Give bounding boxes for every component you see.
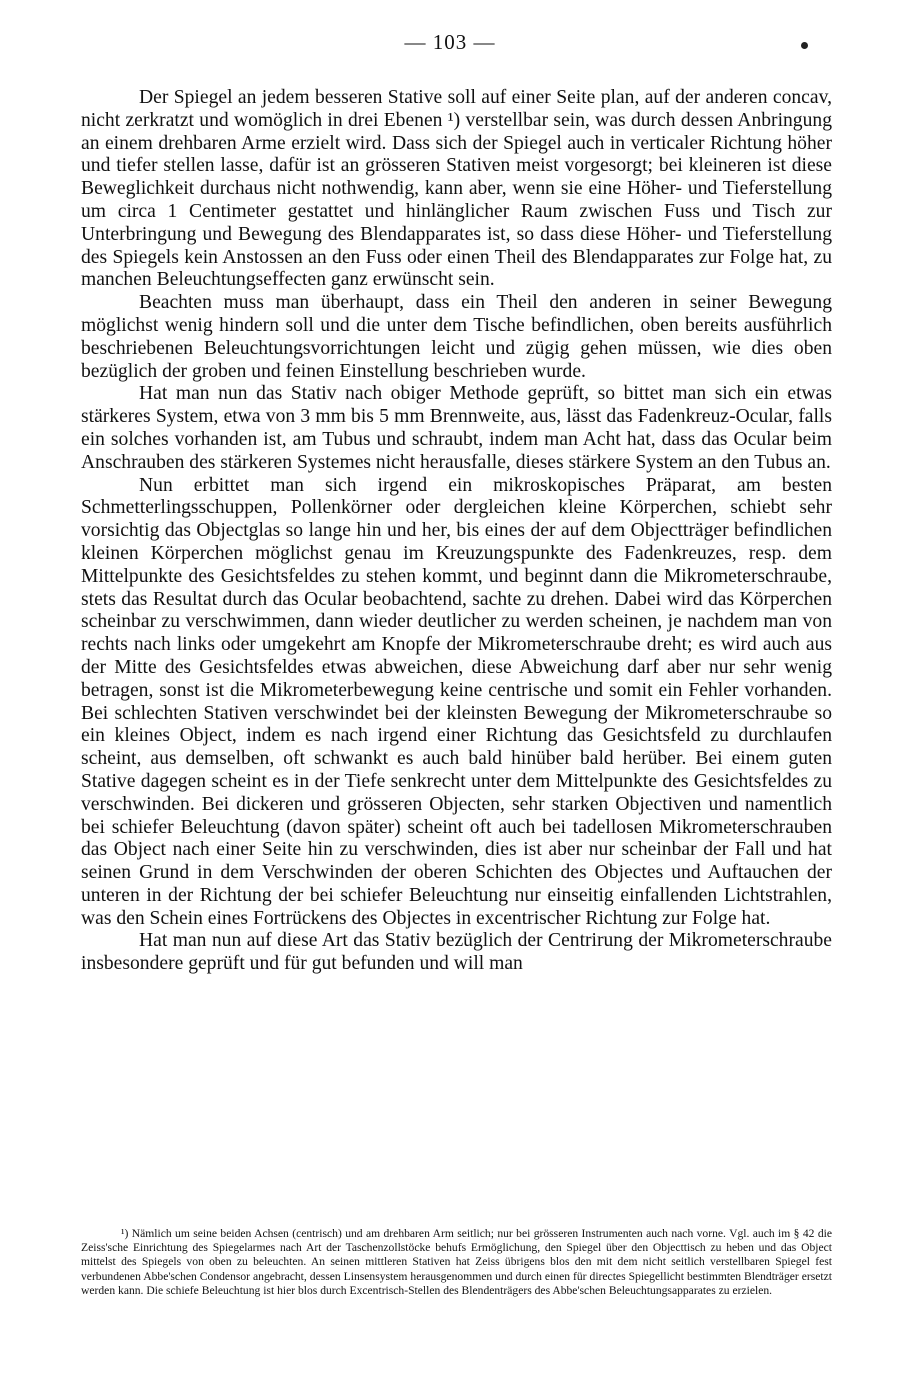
footnote: ¹) Nämlich um seine beiden Achsen (centrisch) und am drehbaren Arm seitlich; nur bei grösseren Instrumenten auch nach vorne. Vgl. auch im § 42 die Zeiss'sche Einrichtung des Spiegelarmes nach Art der Taschenzollstöcke behufs Ermöglichung, den Spiegel über den Objecttisch zu heben und das Object mittelst des Spiegels von oben zu beleuchten. An seinen mittleren Stativen hat Zeiss übrigens blos den mit dem nicht seitlich verstellbaren Spiegel fest verbundenen Abbe'schen Condensor angebracht, dessen Linsensystem herausgenommen und durch einen für directes Spiegellicht bestimmten Blendträger ersetzt werden kann. Die schiefe Beleuchtung ist hier blos durch Excentrisch-Stellen des Blendenträgers des Abbe'schen Beleuchtungsapparates zu erzielen. [81,1227,832,1297]
ink-speck [801,42,808,49]
paragraph: Hat man nun das Stativ nach obiger Methode geprüft, so bittet man sich ein etwas stärkeres System, etwa von 3 mm bis 5 mm Brennweite, aus, lässt das Fadenkreuz-Ocular, falls ein solches vorhanden ist, am Tubus und schraubt, indem man Acht hat, dass das Ocular beim Anschrauben des stärkeren Systemes nicht herausfalle, dieses stärkere System an den Tubus an. [81,383,832,473]
page-number: — 103 — [404,30,496,54]
main-text [81,87,832,976]
paragraph: Der Spiegel an jedem besseren Stative soll auf einer Seite plan, auf der anderen concav, nicht zerkratzt und womöglich in drei Ebenen ¹) verstellbar sein, was durch dessen Anbringung an einem drehbaren Arme erzielt wird. Dass sich der Spiegel auch in verticaler Richtung höher und tiefer stellen lasse, dafür ist an grösseren Stativen meist vorgesorgt; bei kleineren ist diese Beweglichkeit durchaus nicht nothwendig, kann aber, wenn sie eine Höher- und Tieferstellung um circa 1 Centimeter gestattet und hinlänglicher Raum zwischen Fuss und Tisch zur Unterbringung und Bewegung des Blendapparates ist, so dass diese Höher- und Tieferstellung des Spiegels kein Anstossen an den Fuss oder einen Theil des Blendapparates zur Folge hat, zu manchen Beleuchtungseffecten ganz erwünscht sein. [81,87,832,291]
footnotes [81,1227,832,1298]
paragraph: Hat man nun auf diese Art das Stativ bezüglich der Centrirung der Mikrometerschraube insbesondere geprüft und für gut befunden und will man [81,930,832,975]
paragraph: Beachten muss man überhaupt, dass ein Theil den anderen in seiner Bewegung möglichst wenig hindern soll und die unter dem Tische befindlichen, oben bereits ausführlich beschriebenen Beleuchtungsvorrichtungen leicht und zügig gehen müssen, wie dies oben bezüglich der groben und feinen Einstellung beschrieben wurde. [81,292,832,382]
paragraph: Nun erbittet man sich irgend ein mikroskopisches Präparat, am besten Schmetterlingsschuppen, Pollenkörner oder dergleichen kleine Körperchen, schiebt sehr vorsichtig das Objectglas so lange hin und her, bis eines der auf dem Objectträger befindlichen kleinen Körperchen möglichst genau im Kreuzungspunkte des Fadenkreuzes, resp. dem Mittelpunkte des Gesichtsfeldes zu stehen kommt, und beginnt dann die Mikrometerschraube, stets das Resultat durch das Ocular beobachtend, sachte zu drehen. Dabei wird das Körperchen scheinbar zu verschwimmen, dann wieder deutlicher zu werden scheinen, je nachdem man von rechts nach links oder umgekehrt am Knopfe der Mikrometerschraube dreht; es wird auch aus der Mitte des Gesichtsfeldes etwas abweichen, diese Abweichung darf aber nur sehr wenig betragen, sonst ist die Mikrometerbewegung keine centrische und somit ein Fehler vorhanden. Bei schlechten Stativen verschwindet bei der kleinsten Bewegung der Mikrometerschraube so ein kleines Object, indem es nach irgend einer Richtung das Gesichtsfeld zu durchlaufen scheint, aus demselben, oft schwankt es auch bald hinüber bald herüber. Bei einem guten Stative dagegen scheint es in der Tiefe senkrecht unter dem Mittelpunkte des Gesichtsfeldes zu verschwinden. Bei dickeren und grösseren Objecten, sehr starken Objectiven und namentlich bei schiefer Beleuchtung (davon später) scheint oft auch bei tadellosen Mikrometerschrauben das Object nach einer Seite hin zu verschwinden, dies ist aber nur scheinbar der Fall und hat seinen Grund in dem Verschwinden der oberen Schichten des Objectes und Auftauchen der unteren in der Richtung der bei schiefer Beleuchtung nur einseitig einfallenden Lichtstrahlen, was den Schein eines Fortrückens des Objectes in excentrischer Richtung zur Folge hat. [81,474,832,929]
